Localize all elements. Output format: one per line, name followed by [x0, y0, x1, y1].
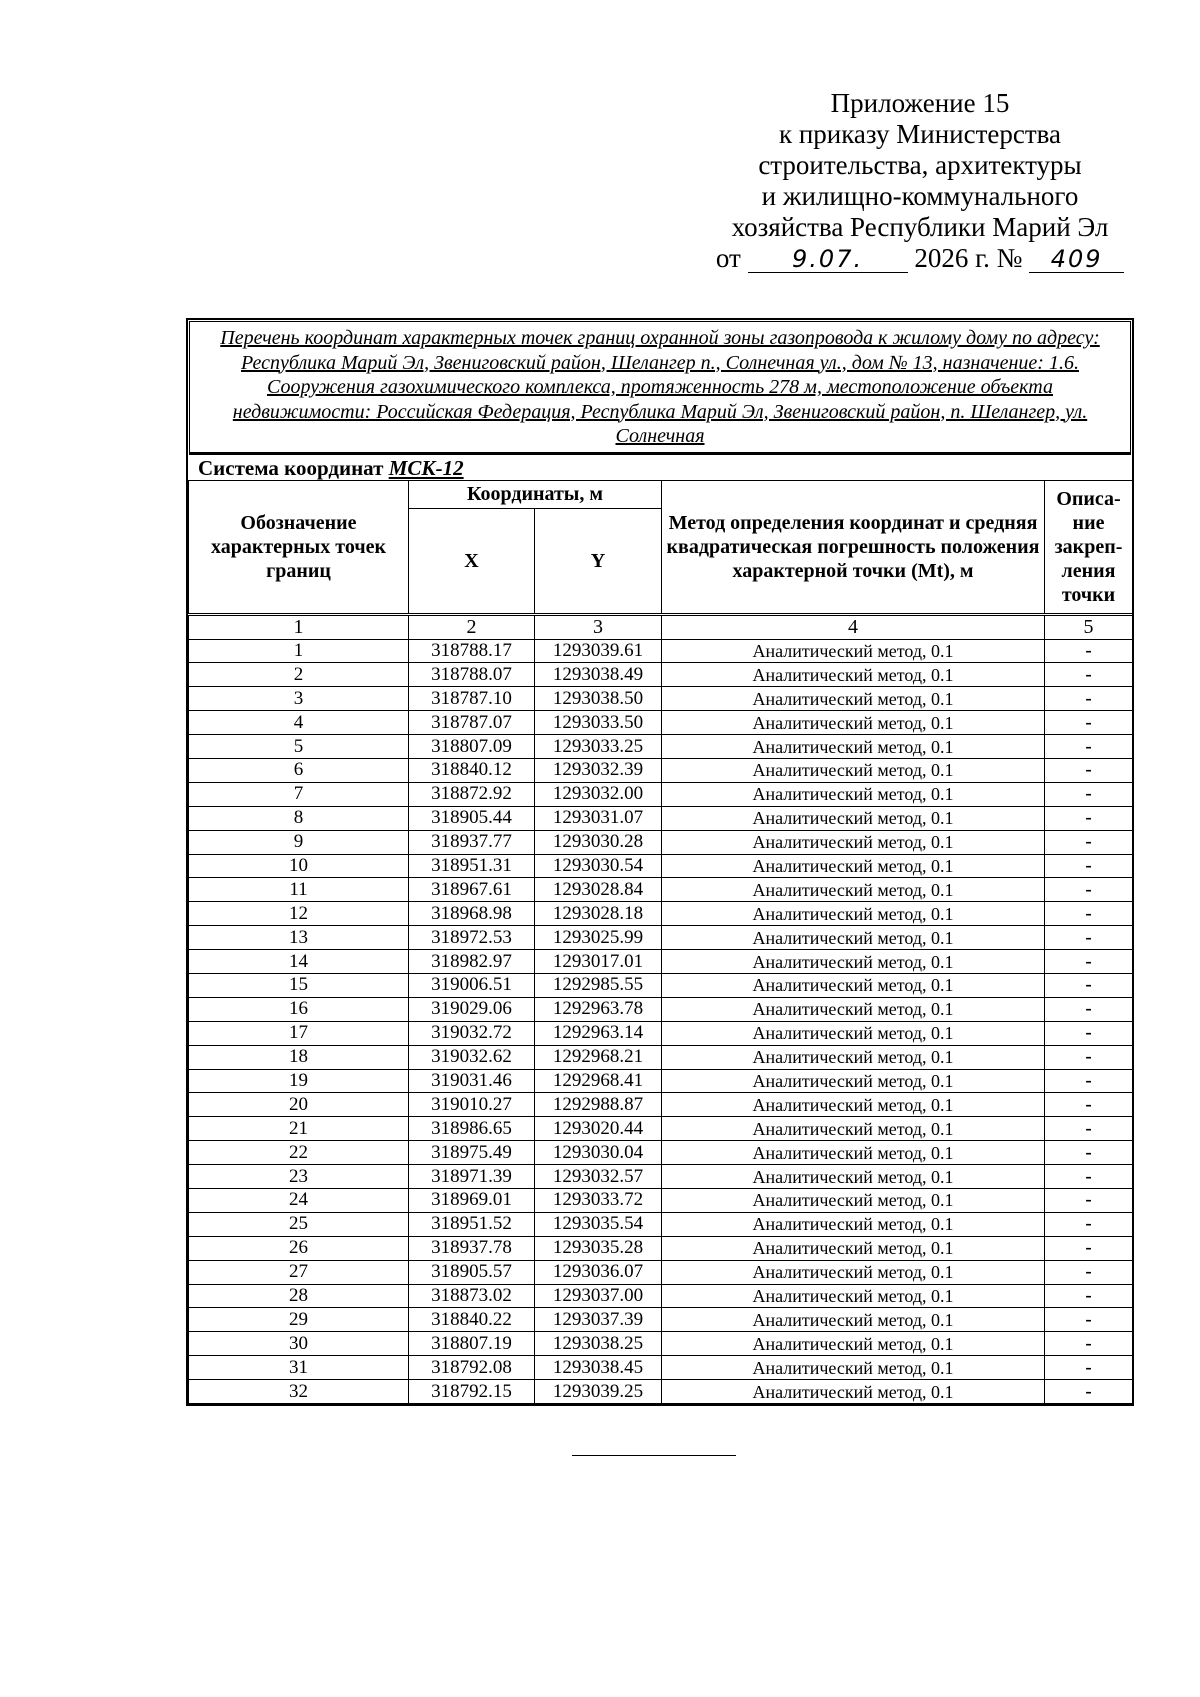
x-coordinate: 318971.39	[409, 1165, 535, 1189]
handwritten-order-number: 409	[1029, 246, 1124, 273]
y-coordinate: 1293038.45	[535, 1356, 662, 1380]
table-row	[189, 1165, 1133, 1189]
x-coordinate: 319032.62	[409, 1045, 535, 1069]
x-coordinate: 318975.49	[409, 1141, 535, 1165]
y-coordinate: 1293039.25	[535, 1380, 662, 1404]
coordinates-table	[188, 480, 1133, 1405]
fixing-description: -	[1045, 902, 1133, 926]
point-number: 24	[189, 1188, 409, 1212]
table-row	[189, 1356, 1133, 1380]
point-number: 1	[189, 639, 409, 663]
table-row	[189, 1260, 1133, 1284]
table-row	[189, 663, 1133, 687]
y-coordinate: 1293035.28	[535, 1236, 662, 1260]
table-row	[189, 1117, 1133, 1141]
y-coordinate: 1293025.99	[535, 926, 662, 950]
table-row	[189, 1093, 1133, 1117]
point-number: 19	[189, 1069, 409, 1093]
y-coordinate: 1293032.57	[535, 1165, 662, 1189]
y-coordinate: 1292968.41	[535, 1069, 662, 1093]
x-coordinate: 318788.07	[409, 663, 535, 687]
y-coordinate: 1292985.55	[535, 973, 662, 997]
x-coordinate: 318937.78	[409, 1236, 535, 1260]
x-coordinate: 318792.15	[409, 1380, 535, 1404]
table-row	[189, 854, 1133, 878]
point-number: 4	[189, 711, 409, 735]
table-row	[189, 1021, 1133, 1045]
y-coordinate: 1293033.25	[535, 735, 662, 759]
method-value: Аналитический метод, 0.1	[662, 1356, 1045, 1380]
table-row	[189, 878, 1133, 902]
x-coordinate: 318905.57	[409, 1260, 535, 1284]
point-number: 10	[189, 854, 409, 878]
method-value: Аналитический метод, 0.1	[662, 830, 1045, 854]
fixing-description: -	[1045, 854, 1133, 878]
fixing-description: -	[1045, 639, 1133, 663]
method-value: Аналитический метод, 0.1	[662, 1284, 1045, 1308]
method-value: Аналитический метод, 0.1	[662, 878, 1045, 902]
point-number: 32	[189, 1380, 409, 1404]
table-row	[189, 1069, 1133, 1093]
y-coordinate: 1293032.00	[535, 782, 662, 806]
fixing-description: -	[1045, 1188, 1133, 1212]
fixing-description: -	[1045, 1212, 1133, 1236]
method-value: Аналитический метод, 0.1	[662, 902, 1045, 926]
header-designation: Обозначение характерных точек границ	[189, 480, 409, 614]
point-number: 30	[189, 1332, 409, 1356]
y-coordinate: 1293036.07	[535, 1260, 662, 1284]
y-coordinate: 1293033.72	[535, 1188, 662, 1212]
point-number: 17	[189, 1021, 409, 1045]
table-row	[189, 1332, 1133, 1356]
fixing-description: -	[1045, 1141, 1133, 1165]
method-value: Аналитический метод, 0.1	[662, 854, 1045, 878]
table-row	[189, 639, 1133, 663]
fixing-description: -	[1045, 830, 1133, 854]
x-coordinate: 319032.72	[409, 1021, 535, 1045]
table-row	[189, 1188, 1133, 1212]
method-value: Аналитический метод, 0.1	[662, 1308, 1045, 1332]
fixing-description: -	[1045, 878, 1133, 902]
method-value: Аналитический метод, 0.1	[662, 950, 1045, 974]
table-row	[189, 1141, 1133, 1165]
y-coordinate: 1293038.25	[535, 1332, 662, 1356]
coordinate-system-row	[188, 454, 1132, 480]
coordinate-system-value: МСК-12	[388, 455, 464, 480]
y-coordinate: 1293033.50	[535, 711, 662, 735]
header-coordinates: Координаты, м	[409, 480, 662, 508]
point-number: 23	[189, 1165, 409, 1189]
point-number: 2	[189, 663, 409, 687]
fixing-description: -	[1045, 1093, 1133, 1117]
order-date-line	[690, 243, 1150, 274]
y-coordinate: 1292988.87	[535, 1093, 662, 1117]
handwritten-date: 9.07.	[748, 246, 908, 273]
method-value: Аналитический метод, 0.1	[662, 687, 1045, 711]
table-row	[189, 902, 1133, 926]
x-coordinate: 318787.07	[409, 711, 535, 735]
method-value: Аналитический метод, 0.1	[662, 926, 1045, 950]
y-coordinate: 1293038.49	[535, 663, 662, 687]
fixing-description: -	[1045, 997, 1133, 1021]
coordinate-system-label: Система координат	[198, 455, 384, 480]
table-row	[189, 806, 1133, 830]
x-coordinate: 318840.12	[409, 758, 535, 782]
method-value: Аналитический метод, 0.1	[662, 1332, 1045, 1356]
fixing-description: -	[1045, 1260, 1133, 1284]
method-value: Аналитический метод, 0.1	[662, 711, 1045, 735]
x-coordinate: 319029.06	[409, 997, 535, 1021]
y-coordinate: 1293028.18	[535, 902, 662, 926]
x-coordinate: 318807.09	[409, 735, 535, 759]
table-row	[189, 1212, 1133, 1236]
y-coordinate: 1293035.54	[535, 1212, 662, 1236]
date-prefix: от	[715, 243, 741, 273]
x-coordinate: 318840.22	[409, 1308, 535, 1332]
x-coordinate: 318968.98	[409, 902, 535, 926]
fixing-description: -	[1045, 1380, 1133, 1404]
x-coordinate: 318937.77	[409, 830, 535, 854]
point-number: 31	[189, 1356, 409, 1380]
fixing-description: -	[1045, 926, 1133, 950]
method-value: Аналитический метод, 0.1	[662, 639, 1045, 663]
fixing-description: -	[1045, 687, 1133, 711]
y-coordinate: 1293038.50	[535, 687, 662, 711]
point-number: 26	[189, 1236, 409, 1260]
point-number: 25	[189, 1212, 409, 1236]
header-method: Метод определения координат и средняя квадратическая погрешность положения характерной точки (Mt), м	[662, 480, 1045, 614]
method-value: Аналитический метод, 0.1	[662, 758, 1045, 782]
header-x: X	[409, 508, 535, 614]
point-number: 7	[189, 782, 409, 806]
document-title: Перечень координат характерных точек границ охранной зоны газопровода к жилому дому по адресу: Республика Марий Эл, Звениговский район, Шелангер п., Солнечная ул., дом № 13, назначение: 1.6. Сооружения газохимического комплекса, протяженность 278 м, местоположение объекта недвижимости: Российская Федерация, Республика Марий Эл, Звениговский район, п. Шелангер, ул. Солнечная	[190, 322, 1130, 454]
fixing-description: -	[1045, 782, 1133, 806]
x-coordinate: 318792.08	[409, 1356, 535, 1380]
point-number: 14	[189, 950, 409, 974]
y-coordinate: 1293028.84	[535, 878, 662, 902]
table-row	[189, 711, 1133, 735]
y-coordinate: 1293032.39	[535, 758, 662, 782]
point-number: 28	[189, 1284, 409, 1308]
table-row	[189, 1236, 1133, 1260]
y-coordinate: 1293030.04	[535, 1141, 662, 1165]
column-number: 2	[409, 614, 535, 639]
x-coordinate: 318873.02	[409, 1284, 535, 1308]
method-value: Аналитический метод, 0.1	[662, 1093, 1045, 1117]
point-number: 9	[189, 830, 409, 854]
fixing-description: -	[1045, 1117, 1133, 1141]
method-value: Аналитический метод, 0.1	[662, 663, 1045, 687]
header-y: Y	[535, 508, 662, 614]
x-coordinate: 319031.46	[409, 1069, 535, 1093]
y-coordinate: 1293037.00	[535, 1284, 662, 1308]
table-row	[189, 950, 1133, 974]
fixing-description: -	[1045, 973, 1133, 997]
method-value: Аналитический метод, 0.1	[662, 1260, 1045, 1284]
method-value: Аналитический метод, 0.1	[662, 997, 1045, 1021]
point-number: 12	[189, 902, 409, 926]
table-row	[189, 997, 1133, 1021]
x-coordinate: 318951.31	[409, 854, 535, 878]
point-number: 29	[189, 1308, 409, 1332]
y-coordinate: 1293039.61	[535, 639, 662, 663]
y-coordinate: 1293037.39	[535, 1308, 662, 1332]
ministry-name-line-1: строительства, архитектуры	[758, 150, 1082, 180]
point-number: 11	[189, 878, 409, 902]
appendix-header	[690, 88, 1150, 274]
y-coordinate: 1293030.28	[535, 830, 662, 854]
method-value: Аналитический метод, 0.1	[662, 1236, 1045, 1260]
x-coordinate: 318967.61	[409, 878, 535, 902]
table-row	[189, 735, 1133, 759]
coordinates-document	[186, 318, 1134, 1406]
point-number: 3	[189, 687, 409, 711]
fixing-description: -	[1045, 1308, 1133, 1332]
method-value: Аналитический метод, 0.1	[662, 1141, 1045, 1165]
x-coordinate: 318905.44	[409, 806, 535, 830]
table-row	[189, 830, 1133, 854]
y-coordinate: 1292968.21	[535, 1045, 662, 1069]
fixing-description: -	[1045, 735, 1133, 759]
y-coordinate: 1293030.54	[535, 854, 662, 878]
column-number: 4	[662, 614, 1045, 639]
method-value: Аналитический метод, 0.1	[662, 1045, 1045, 1069]
order-reference: к приказу Министерства	[778, 119, 1062, 149]
fixing-description: -	[1045, 758, 1133, 782]
x-coordinate: 318982.97	[409, 950, 535, 974]
table-row	[189, 782, 1133, 806]
fixing-description: -	[1045, 1165, 1133, 1189]
method-value: Аналитический метод, 0.1	[662, 1212, 1045, 1236]
fixing-description: -	[1045, 1284, 1133, 1308]
x-coordinate: 318972.53	[409, 926, 535, 950]
method-value: Аналитический метод, 0.1	[662, 806, 1045, 830]
appendix-title: Приложение 15	[830, 88, 1010, 118]
fixing-description: -	[1045, 711, 1133, 735]
table-row	[189, 1308, 1133, 1332]
fixing-description: -	[1045, 1069, 1133, 1093]
column-number: 3	[535, 614, 662, 639]
table-row	[189, 758, 1133, 782]
x-coordinate: 318872.92	[409, 782, 535, 806]
ministry-name-line-2: и жилищно-коммунального	[761, 181, 1079, 211]
ministry-name-line-3: хозяйства Республики Марий Эл	[731, 212, 1109, 242]
table-row	[189, 926, 1133, 950]
point-number: 15	[189, 973, 409, 997]
y-coordinate: 1293031.07	[535, 806, 662, 830]
method-value: Аналитический метод, 0.1	[662, 1188, 1045, 1212]
method-value: Аналитический метод, 0.1	[662, 735, 1045, 759]
table-row	[189, 1380, 1133, 1404]
point-number: 8	[189, 806, 409, 830]
method-value: Аналитический метод, 0.1	[662, 782, 1045, 806]
year-and-number-label: 2026 г. №	[914, 243, 1023, 273]
point-number: 18	[189, 1045, 409, 1069]
coordinates-table-body	[189, 639, 1133, 1404]
y-coordinate: 1293017.01	[535, 950, 662, 974]
table-row	[189, 687, 1133, 711]
point-number: 16	[189, 997, 409, 1021]
method-value: Аналитический метод, 0.1	[662, 1117, 1045, 1141]
column-number: 1	[189, 614, 409, 639]
x-coordinate: 318986.65	[409, 1117, 535, 1141]
fixing-description: -	[1045, 1236, 1133, 1260]
y-coordinate: 1292963.78	[535, 997, 662, 1021]
x-coordinate: 319006.51	[409, 973, 535, 997]
x-coordinate: 318969.01	[409, 1188, 535, 1212]
method-value: Аналитический метод, 0.1	[662, 1165, 1045, 1189]
method-value: Аналитический метод, 0.1	[662, 1380, 1045, 1404]
header-description: Описа-ние закреп-ления точки	[1045, 480, 1133, 614]
y-coordinate: 1292963.14	[535, 1021, 662, 1045]
x-coordinate: 319010.27	[409, 1093, 535, 1117]
table-row	[189, 1045, 1133, 1069]
fixing-description: -	[1045, 663, 1133, 687]
column-number: 5	[1045, 614, 1133, 639]
y-coordinate: 1293020.44	[535, 1117, 662, 1141]
point-number: 20	[189, 1093, 409, 1117]
point-number: 27	[189, 1260, 409, 1284]
fixing-description: -	[1045, 806, 1133, 830]
fixing-description: -	[1045, 1332, 1133, 1356]
table-row	[189, 1284, 1133, 1308]
point-number: 5	[189, 735, 409, 759]
x-coordinate: 318807.19	[409, 1332, 535, 1356]
table-row	[189, 973, 1133, 997]
point-number: 21	[189, 1117, 409, 1141]
method-value: Аналитический метод, 0.1	[662, 973, 1045, 997]
fixing-description: -	[1045, 950, 1133, 974]
point-number: 22	[189, 1141, 409, 1165]
x-coordinate: 318788.17	[409, 639, 535, 663]
method-value: Аналитический метод, 0.1	[662, 1069, 1045, 1093]
closing-line	[572, 1455, 736, 1456]
x-coordinate: 318951.52	[409, 1212, 535, 1236]
method-value: Аналитический метод, 0.1	[662, 1021, 1045, 1045]
x-coordinate: 318787.10	[409, 687, 535, 711]
fixing-description: -	[1045, 1021, 1133, 1045]
point-number: 6	[189, 758, 409, 782]
fixing-description: -	[1045, 1045, 1133, 1069]
point-number: 13	[189, 926, 409, 950]
fixing-description: -	[1045, 1356, 1133, 1380]
